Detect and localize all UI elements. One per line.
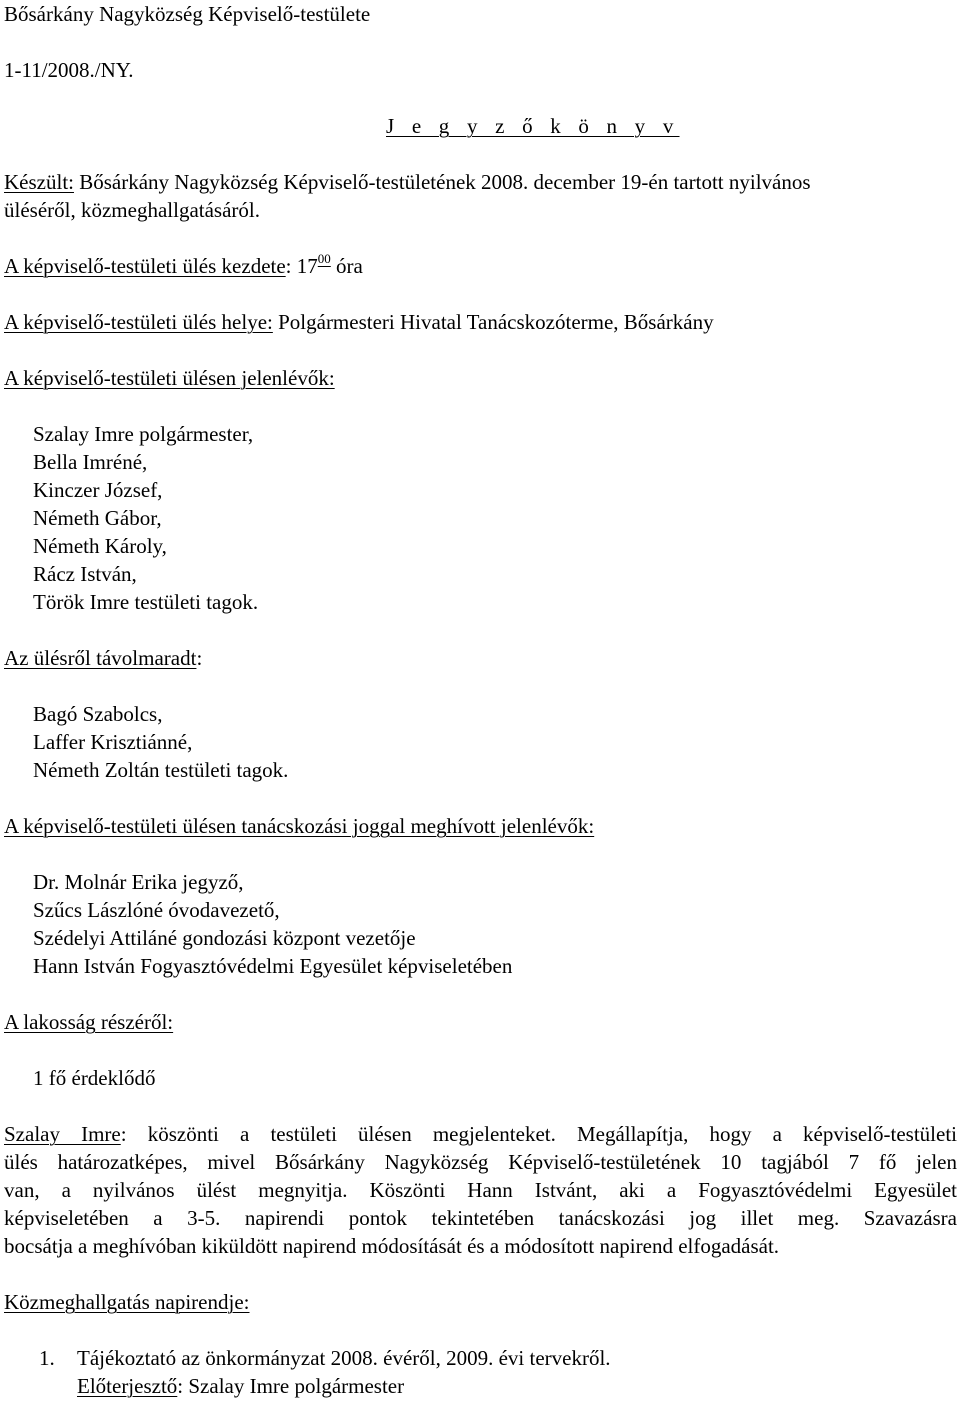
document-title: J e g y z ő k ö n y v [386, 114, 680, 138]
list-item: Hann István Fogyasztóvédelmi Egyesület képviseletében [33, 954, 513, 978]
start-label: A képviselő-testületi ülés kezdete [4, 254, 286, 278]
intro-text: Bősárkány Nagyközség Képviselő-testületének 2008. december 19-én tartott nyilvános [73, 170, 811, 194]
list-item: Kinczer József, [33, 478, 163, 502]
agenda-label: Közmeghallgatás napirendje: [4, 1290, 250, 1314]
list-item: Szalay Imre polgármester, [33, 422, 254, 446]
list-item: Szédelyi Attiláné gondozási központ vezetője [33, 926, 416, 950]
presenter-name: : Szalay Imre polgármester [177, 1374, 405, 1398]
speech-line-3: van, a nyilvános ülést megnyitja. Köszönti Hann Istvánt, aki a Fogyasztóvédelmi Egyesület [4, 1178, 957, 1202]
list-item: Dr. Molnár Erika jegyző, [33, 870, 244, 894]
list-item: Rácz István, [33, 562, 137, 586]
start-minutes: 00 [317, 251, 331, 266]
start-time: : 17 [285, 254, 318, 278]
invited-label: A képviselő-testületi ülésen tanácskozási joggal meghívott jelenlévők: [4, 814, 595, 838]
list-item: Török Imre testületi tagok. [33, 590, 259, 614]
present-list [33, 420, 258, 616]
present-label: A képviselő-testületi ülésen jelenlévők: [4, 366, 335, 390]
agenda-item-number: 1. [39, 1346, 55, 1370]
list-item: Németh Gábor, [33, 506, 162, 530]
list-item: Németh Zoltán testületi tagok. [33, 758, 289, 782]
presenter-label: Előterjesztő [77, 1374, 178, 1398]
public-label: A lakosság részéről: [4, 1010, 174, 1034]
speech-line-1 [4, 1120, 957, 1148]
intro-label: Készült: [4, 170, 74, 194]
speech-line-2: ülés határozatképes, mivel Bősárkány Nagyközség Képviselő-testületének 10 tagjából 7 fő jelen [4, 1150, 957, 1174]
reference-number: 1-11/2008./NY. [4, 58, 134, 82]
speech-line-5: bocsátja a meghívóban kiküldött napirend módosítását és a módosított napirend elfogadását. [4, 1234, 780, 1258]
list-item: Bella Imréné, [33, 450, 148, 474]
list-item: Németh Károly, [33, 534, 167, 558]
invited-list [33, 868, 512, 980]
agenda-item-presenter [77, 1372, 404, 1400]
session-start [4, 252, 363, 280]
session-venue [4, 308, 714, 336]
list-item: Bagó Szabolcs, [33, 702, 163, 726]
list-item: Laffer Krisztiánné, [33, 730, 193, 754]
speech-line-4: képviseletében a 3-5. napirendi pontok tekintetében tanácskozási jog illet meg. Szavazásra [4, 1206, 957, 1230]
absent-heading [4, 644, 202, 672]
list-item: Szűcs Lászlóné óvodavezető, [33, 898, 280, 922]
absent-colon: : [196, 646, 203, 670]
speech-text: : köszönti a testületi ülésen megjelenteket. Megállapítja, hogy a képviselő-testületi [120, 1122, 958, 1146]
venue-value: Polgármesteri Hivatal Tanácskozóterme, Bősárkány [272, 310, 714, 334]
intro-line-1 [4, 168, 811, 196]
speaker-name: Szalay Imre [4, 1122, 121, 1146]
public-value: 1 fő érdeklődő [33, 1066, 156, 1090]
start-unit: óra [330, 254, 363, 278]
absent-label: Az ülésről távolmaradt [4, 646, 197, 670]
absent-list [33, 700, 288, 784]
agenda-item-text: Tájékoztató az önkormányzat 2008. évéről, 2009. évi tervekről. [77, 1346, 611, 1370]
venue-label: A képviselő-testületi ülés helye: [4, 310, 273, 334]
intro-line-2: üléséről, közmeghallgatásáról. [4, 198, 260, 222]
organization-name: Bősárkány Nagyközség Képviselő-testülete [4, 2, 371, 26]
